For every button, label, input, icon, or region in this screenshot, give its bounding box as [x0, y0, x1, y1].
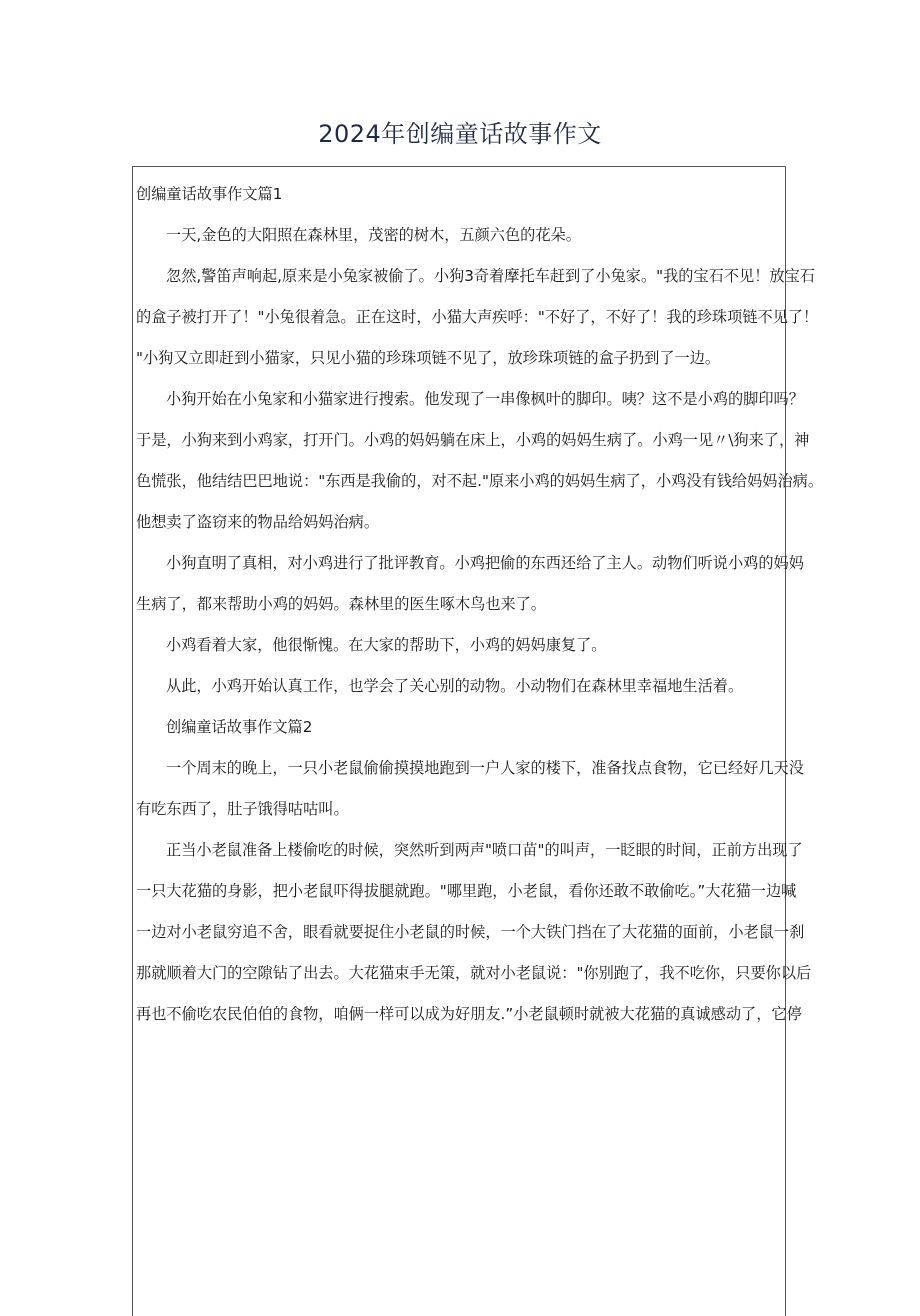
- paragraph-line: 小狗直明了真相，对小鸡进行了批评教育。小鸡把偷的东西还给了主人。动物们听说小鸡的妈妈: [166, 554, 804, 572]
- paragraph-line: 有吃东西了，肚子饿得咕咕叫。: [136, 800, 349, 818]
- section-heading-1: 创编童话故事作文篇1: [136, 185, 283, 203]
- paragraph-line: 小鸡看着大家，他很惭愧。在大家的帮助下，小鸡的妈妈康复了。: [166, 636, 607, 654]
- document-title: 2024年创编童话故事作文: [318, 120, 602, 148]
- paragraph-line: 色慌张，他结结巴巴地说："东西是我偷的，对不起."原来小鸡的妈妈生病了，小鸡没有钱给妈妈治病。: [136, 472, 824, 490]
- paragraph-line: 一边对小老鼠穷追不舍，眼看就要捉住小老鼠的时候，一个大铁门挡在了大花猫的面前，小老鼠一刹: [136, 923, 805, 941]
- paragraph-line: "小狗又立即赶到小猫家，只见小猫的珍珠项链不见了，放珍珠项链的盒子扔到了一边。: [136, 349, 721, 367]
- paragraph-line: 一个周末的晚上，一只小老鼠偷偷摸摸地跑到一户人家的楼下，准备找点食物，它已经好几天没: [166, 759, 804, 777]
- paragraph-line: 生病了，都来帮助小鸡的妈妈。森林里的医生啄木鸟也来了。: [136, 595, 547, 613]
- paragraph-line: 正当小老鼠准备上楼偷吃的时候，突然听到两声"喷口苗"的叫声，一眨眼的时间，正前方出现了: [166, 841, 803, 859]
- paragraph-line: 从此，小鸡开始认真工作，也学会了关心别的动物。小动物们在森林里幸福地生活着。: [166, 677, 744, 695]
- paragraph-line: 忽然,警笛声响起,原来是小兔家被偷了。小狗3奇着摩托车赶到了小兔家。"我的宝石不见！放宝石: [166, 267, 815, 285]
- paragraph-line: 小狗开始在小兔家和小猫家进行搜索。他发现了一串像枫叶的脚印。咦？这不是小鸡的脚印吗？: [166, 390, 804, 408]
- paragraph-line: 的盒子被打开了！"小兔很着急。正在这时，小猫大声疾呼："不好了，不好了！我的珍珠项链不见了！: [136, 308, 819, 326]
- paragraph-line: 一天,金色的大阳照在森林里，茂密的树木，五颜六色的花朵。: [166, 226, 581, 244]
- paragraph-line: 于是，小狗来到小鸡家，打开门。小鸡的妈妈躺在床上，小鸡的妈妈生病了。小鸡一见〃\狗来了，神: [136, 431, 810, 449]
- paragraph-line: 再也不偷吃农民伯伯的食物，咱俩一样可以成为好朋友.”小老鼠顿时就被大花猫的真诚感动了，它停: [136, 1005, 802, 1023]
- paragraph-line: 一只大花猫的身影，把小老鼠吓得拔腿就跑。"哪里跑，小老鼠，看你还敢不敢偷吃。”大花猫一边喊: [136, 882, 797, 900]
- paragraph-line: 那就顺着大门的空隙钻了出去。大花猫束手无策，就对小老鼠说："你别跑了，我不吃你，只要你以后: [136, 964, 812, 982]
- section-heading-2: 创编童话故事作文篇2: [166, 718, 313, 736]
- document-body: [136, 184, 824, 1024]
- paragraph-line: 他想卖了盗窃来的物品给妈妈治病。: [136, 513, 379, 531]
